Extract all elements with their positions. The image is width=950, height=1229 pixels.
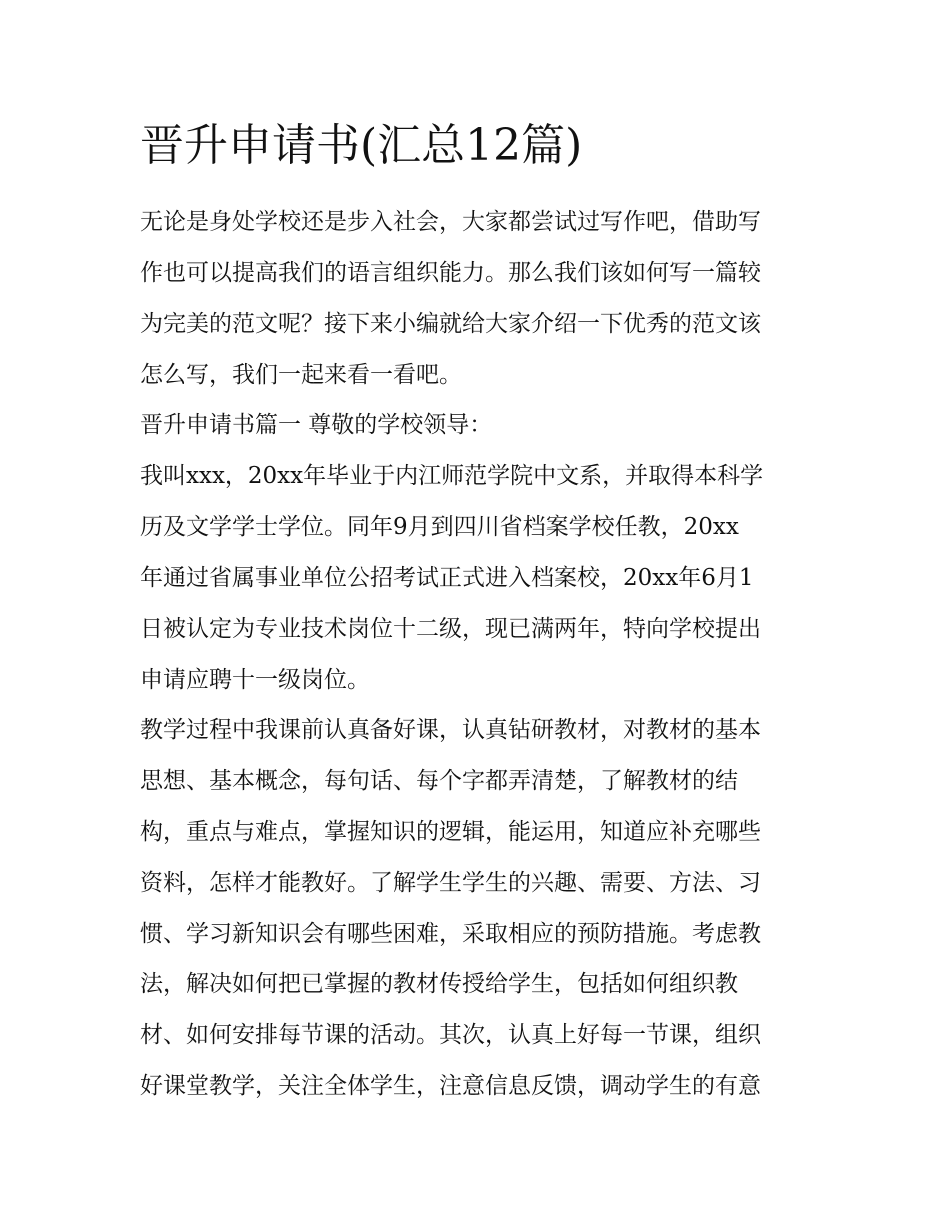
text-line-paragraph-2: 好课堂教学，关注全体学生，注意信息反馈，调动学生的有意 [140,1073,761,1099]
text-line-paragraph-1: 历及文学学士学位。同年9月到四川省档案学校任教，20xx [140,514,739,540]
text-line-intro: 怎么写，我们一起来看一看吧。 [140,362,462,388]
text-line-paragraph-2: 构，重点与难点，掌握知识的逻辑，能运用，知道应补充哪些 [140,819,761,845]
text-line-intro: 作也可以提高我们的语言组织能力。那么我们该如何写一篇较 [140,260,761,286]
text-line-paragraph-2: 思想、基本概念，每句话、每个字都弄清楚，了解教材的结 [140,768,738,794]
section-heading-line: 晋升申请书篇一 尊敬的学校领导： [140,412,493,438]
text-line-paragraph-1: 年通过省属事业单位公招考试正式进入档案校，20xx年6月1 [140,565,754,591]
text-line-intro: 无论是身处学校还是步入社会，大家都尝试过写作吧，借助写 [140,209,761,235]
text-line-paragraph-2: 惯、学习新知识会有哪些困难，采取相应的预防措施。考虑教 [140,921,761,947]
text-line-paragraph-2: 资料，怎样才能教好。了解学生学生的兴趣、需要、方法、习 [140,870,761,896]
text-line-paragraph-2: 教学过程中我课前认真备好课，认真钻研教材，对教材的基本 [140,717,761,743]
text-line-paragraph-1: 日被认定为专业技术岗位十二级，现已满两年，特向学校提出 [140,616,761,642]
text-line-paragraph-1: 申请应聘十一级岗位。 [140,667,370,693]
text-line-intro: 为完美的范文呢？接下来小编就给大家介绍一下优秀的范文该 [140,311,761,337]
text-line-paragraph-2: 材、如何安排每节课的活动。其次，认真上好每一节课，组织 [140,1022,761,1048]
text-line-paragraph-1: 我叫xxx，20xx年毕业于内江师范学院中文系，并取得本科学 [140,463,764,489]
text-line-paragraph-2: 法，解决如何把已掌握的教材传授给学生，包括如何组织教 [140,971,738,997]
document-title: 晋升申请书(汇总12篇) [140,120,583,171]
